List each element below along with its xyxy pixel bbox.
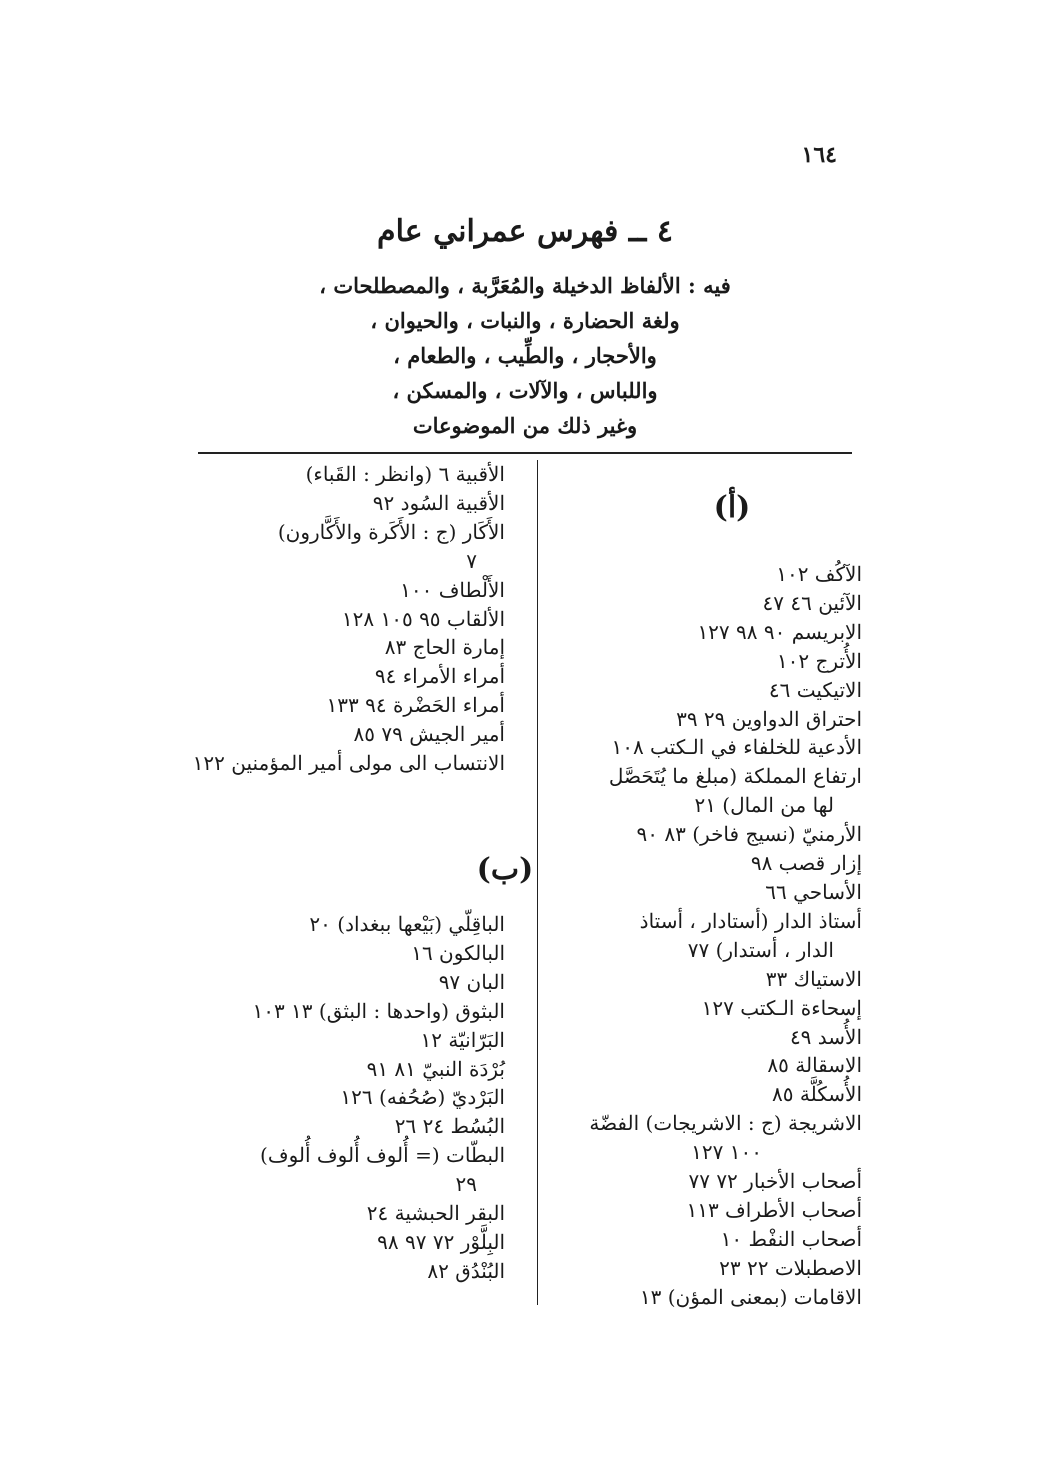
index-entry-continuation: ٧ — [466, 548, 477, 573]
index-entry: أصحاب الأطراف ١١٣ — [686, 1197, 862, 1222]
index-entry: الآئين ٤٦ ٤٧ — [762, 590, 862, 615]
index-entry: إزار قصب ٩٨ — [750, 851, 862, 876]
index-entry: الأُسكُلَّة ٨٥ — [772, 1082, 862, 1107]
index-entry: الأدعية للخلفاء في الـكتب ١٠٨ — [611, 735, 862, 760]
index-entry: أمير الجيش ٧٩ ٨٥ — [353, 722, 505, 747]
index-entry: البقر الحبشية ٢٤ — [366, 1201, 505, 1226]
index-entry: البان ٩٧ — [438, 969, 505, 994]
index-title: ٤ ــ فهرس عمراني عام — [377, 214, 673, 249]
section-gap — [165, 778, 505, 850]
index-entry: الأُسد ٤٩ — [789, 1024, 862, 1049]
index-entry: الآكُف ١٠٢ — [776, 562, 862, 586]
section-letter-alif: (أ) — [713, 490, 751, 525]
index-entry: البَرْديّ (صُحُفه) ١٢٦ — [340, 1085, 505, 1110]
subtitle-line: فيه : الألفاظ الدخيلة والمُعَرَّبة ، والمصطلحات ، — [319, 273, 731, 298]
index-entry: الانتساب الى مولى أمير المؤمنين ١٢٢ — [192, 751, 505, 776]
index-entry: إسحاءة الـكتب ١٢٧ — [701, 995, 862, 1020]
subtitle-line: ولغة الحضارة ، والنبات ، والحيوان ، — [370, 308, 680, 333]
index-entry-continuation: الدار ، أستدار) ٧٧ — [687, 937, 834, 962]
section-letter-ba: (ب) — [476, 851, 534, 887]
index-entry: البِلَّوْر ٧٢ ٩٧ ٩٨ — [377, 1229, 505, 1254]
index-entry: البالكون ١٦ — [411, 940, 505, 965]
index-entry-continuation: ٢٩ — [455, 1172, 477, 1197]
header-rule — [198, 452, 852, 454]
index-entry: الباقِلّي (بَيْعها ببغداد) ٢٠ — [309, 911, 505, 936]
index-entry: الاتيكيت ٤٦ — [768, 677, 862, 702]
index-entry: أصحاب النفْط ١٠ — [720, 1226, 862, 1251]
index-entry: الاصطبلات ٢٢ ٢٣ — [719, 1255, 862, 1280]
index-entry: الأساحي ٦٦ — [765, 879, 862, 904]
index-entry: ارتفاع المملكة (مبلغ ما يُتَحَصَّل — [608, 764, 862, 789]
index-entry: الابريسم ٩٠ ٩٨ ١٢٧ — [697, 619, 862, 644]
index-entry: الألقاب ٩٥ ١٠٥ ١٢٨ — [341, 606, 505, 631]
index-entry: الاشريجة (ج : الاشريجات) الفضّة — [589, 1111, 862, 1136]
index-entry: الأَلْطاف ١٠٠ — [400, 577, 505, 602]
index-entry: الأَكَار (ج : الأَكَرة والأَكَّارون) — [277, 519, 505, 544]
subtitle-line: وغير ذلك من الموضوعات — [412, 413, 638, 438]
index-entry: البثوق (واحدها : البثق) ١٣ ١٠٣ — [252, 998, 505, 1023]
index-entry: بُرْدَة النبيّ ٨١ ٩١ — [366, 1056, 505, 1081]
index-entry: أصحاب الأخبار ٧٢ ٧٧ — [688, 1169, 862, 1194]
title-block — [200, 210, 850, 443]
index-entry: البطّات (= أُلوف أُلوف أُلوف) — [260, 1143, 505, 1168]
subtitle-line: واللباس ، والآلات ، والمسكن ، — [392, 378, 658, 403]
index-entry-continuation: لها من المال) ٢١ — [694, 793, 834, 818]
index-entry: البُنْدُق ٨٢ — [427, 1258, 505, 1283]
index-entry: أمراء الأمراء ٩٤ — [374, 664, 505, 689]
index-entry: البُسُط ٢٤ ٢٦ — [394, 1114, 505, 1139]
index-entry: الأقبية ٦ (وانظر : القَباء) — [305, 462, 505, 486]
index-entry: البَرّانيّة ١٢ — [420, 1027, 505, 1052]
index-entry: الاقامات (بمعنى المؤن) ١٣ — [639, 1284, 862, 1309]
index-entry-continuation: ١٠٠ ١٢٧ — [691, 1140, 762, 1165]
index-entry: الأقبية السُود ٩٢ — [372, 490, 505, 515]
index-entry: أمراء الحَضْرة ٩٤ ١٣٣ — [326, 693, 505, 718]
index-entry: احتراق الدواوين ٢٩ ٣٩ — [676, 706, 862, 731]
index-entry: الاستياك ٣٣ — [765, 966, 862, 991]
index-entry: الأُترج ١٠٢ — [776, 648, 862, 673]
index-column-left — [165, 460, 534, 1286]
page-number: ١٦٤ — [801, 142, 837, 168]
index-entry: أستاذ الدار (أستادار ، أستاذ — [639, 908, 862, 933]
index-entry: الأرمنيّ (نسيج فاخر) ٨٣ ٩٠ — [636, 822, 862, 847]
index-entry: إمارة الحاج ٨٣ — [384, 635, 505, 660]
index-entry: الاسقالة ٨٥ — [767, 1053, 862, 1078]
subtitle-line: والأحجار ، والطِّيب ، والطعام ، — [393, 343, 657, 368]
